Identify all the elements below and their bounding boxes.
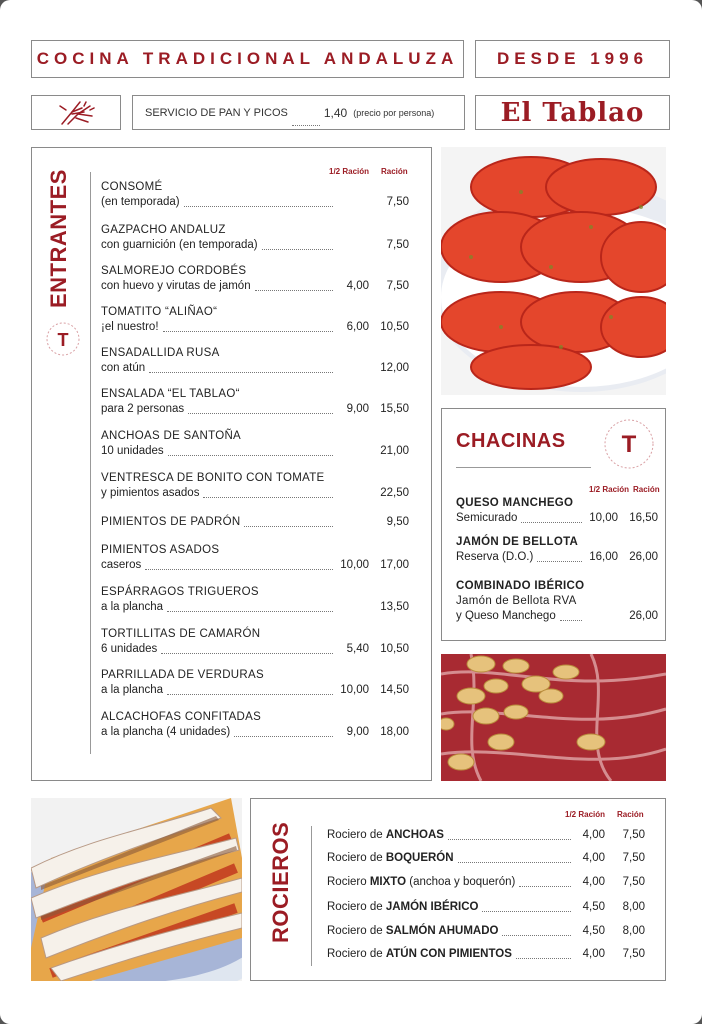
- item-description: (en temporada): [101, 196, 180, 208]
- chacinas-seal: [603, 418, 655, 470]
- menu-item: [456, 579, 658, 624]
- item-price-half: 4,00: [582, 829, 605, 841]
- item-price-full: 17,00: [380, 559, 409, 571]
- brand-name: El Tablao: [500, 97, 645, 128]
- menu-item: [101, 471, 409, 501]
- item-price-full: 21,00: [380, 445, 409, 457]
- item-price-full: 10,50: [380, 643, 409, 655]
- menu-item: [101, 543, 409, 573]
- item-price-row: [101, 361, 409, 376]
- item-price-full: 26,00: [629, 551, 658, 563]
- item-name: PIMIENTOS DE PADRÓN: [101, 516, 241, 528]
- rociero-prefix: Rociero de: [327, 852, 386, 864]
- item-price-row: [101, 444, 409, 459]
- item-price-full: 13,50: [380, 601, 409, 613]
- rociero-main: MIXTO: [369, 876, 407, 888]
- item-price-full: 8,00: [622, 901, 645, 913]
- item-price-full: 7,50: [622, 852, 645, 864]
- item-price-full: 12,00: [380, 362, 409, 374]
- leader-dots: [502, 935, 571, 936]
- rociero-prefix: Rociero: [327, 876, 370, 888]
- item-price-half: 9,00: [346, 403, 369, 415]
- menu-item: [101, 627, 409, 657]
- item-name: VENTRESCA DE BONITO CON TOMATE: [101, 472, 325, 484]
- rociero-item: [327, 875, 645, 890]
- rociero-main: JAMÓN IBÉRICO: [385, 901, 479, 913]
- rociero-main: ANCHOAS: [385, 829, 444, 841]
- leader-dots: [255, 290, 333, 291]
- item-description: con atún: [101, 362, 146, 374]
- menu-item: [101, 223, 409, 253]
- item-name: QUESO MANCHEGO: [456, 497, 574, 509]
- header-title: COCINA TRADICIONAL ANDALUZA: [31, 40, 464, 78]
- item-price-full: 15,50: [380, 403, 409, 415]
- item-name: JAMÓN DE BELLOTA: [456, 536, 579, 548]
- chacinas-seal-letter: T: [621, 431, 637, 458]
- item-price-row: [101, 558, 409, 573]
- leader-dots: [537, 561, 582, 562]
- item-price-row: [101, 402, 409, 417]
- tomato-photo: [441, 147, 666, 395]
- menu-item: [101, 585, 409, 615]
- menu-item: [101, 429, 409, 459]
- item-price-row: [101, 195, 409, 210]
- leader-dots: [168, 455, 333, 456]
- menu-item: [101, 264, 409, 294]
- item-price-full: 10,50: [380, 321, 409, 333]
- item-price-full: 18,00: [380, 726, 409, 738]
- leader-dots: [167, 694, 333, 695]
- brand-box: [475, 95, 670, 130]
- rociero-prefix: Rociero de: [327, 948, 386, 960]
- item-price-half: 10,00: [340, 559, 369, 571]
- item-price-half: 4,00: [582, 948, 605, 960]
- item-price-row: [456, 550, 658, 565]
- entrantes-col-full: Ración: [381, 167, 408, 176]
- item-price-half: 16,00: [589, 551, 618, 563]
- rocieros-divider: [311, 826, 312, 966]
- item-name: ANCHOAS DE SANTOÑA: [101, 430, 242, 442]
- item-name: TOMATITO “ALIÑAO“: [101, 306, 218, 318]
- menu-item: [456, 496, 658, 526]
- item-price-half: 4,00: [582, 852, 605, 864]
- rociero-prefix: Rociero de: [327, 829, 386, 841]
- rociero-name: [327, 828, 444, 843]
- leader-dots: [244, 526, 333, 527]
- item-description-2: y Queso Manchego: [456, 610, 556, 622]
- leader-dots: [519, 886, 571, 887]
- item-price-row: [101, 642, 409, 657]
- item-name: ALCACHOFAS CONFITADAS: [101, 711, 262, 723]
- rociero-item: [327, 947, 645, 962]
- item-description: y pimientos asados: [101, 487, 200, 499]
- chacinas-underline: [456, 467, 591, 468]
- menu-item: [101, 515, 409, 530]
- menu-item: [456, 535, 658, 565]
- item-name: COMBINADO IBÉRICO: [456, 580, 585, 592]
- leader-dots: [262, 249, 333, 250]
- leader-dots: [145, 569, 333, 570]
- item-price-row: [101, 725, 409, 740]
- item-price-full: 7,50: [622, 948, 645, 960]
- service-price: 1,40: [323, 105, 348, 120]
- leader-dots: [184, 206, 333, 207]
- item-price-full: 7,50: [622, 876, 645, 888]
- item-description: 10 unidades: [101, 445, 164, 457]
- rociero-prefix: Rociero de: [327, 925, 386, 937]
- leader-dots: [560, 620, 582, 621]
- rociero-main: BOQUERÓN: [385, 852, 454, 864]
- item-name: PIMIENTOS ASADOS: [101, 544, 220, 556]
- item-price-half: 10,00: [589, 512, 618, 524]
- ham-almonds-photo: [441, 654, 666, 781]
- menu-item: [101, 387, 409, 417]
- menu-item: [101, 180, 409, 210]
- menu-item: [101, 710, 409, 740]
- item-price-full: 7,50: [386, 280, 409, 292]
- item-price-full: 7,50: [622, 829, 645, 841]
- rocieros-col-full: Ración: [617, 810, 644, 819]
- item-price-half: 6,00: [346, 321, 369, 333]
- item-price-half: 4,00: [346, 280, 369, 292]
- item-description: para 2 personas: [101, 403, 185, 415]
- rociero-item: [327, 828, 645, 843]
- item-name: SALMOREJO CORDOBÉS: [101, 265, 247, 277]
- item-name: CONSOMÉ: [101, 181, 163, 193]
- item-description: Semicurado: [456, 512, 518, 524]
- leader-dots: [203, 497, 333, 498]
- item-description: caseros: [101, 559, 142, 571]
- leader-dots: [188, 413, 333, 414]
- bread-service: [132, 95, 465, 130]
- item-price-full: 14,50: [380, 684, 409, 696]
- menu-item: [101, 668, 409, 698]
- item-price-half: 9,00: [346, 726, 369, 738]
- leader-dots: [149, 372, 333, 373]
- item-price-full: 9,50: [386, 516, 409, 528]
- logo-hands-box: [31, 95, 121, 130]
- item-price-row: [101, 320, 409, 335]
- leader-dots: [161, 653, 333, 654]
- anchovy-toast-photo: [31, 798, 242, 981]
- item-price-full: 7,50: [386, 239, 409, 251]
- menu-item: [101, 346, 409, 376]
- leader-dots: [167, 611, 333, 612]
- item-price-row: [101, 683, 409, 698]
- leader-dots: [163, 331, 333, 332]
- item-name: ENSALADA “EL TABLAO“: [101, 388, 240, 400]
- item-price-half: 10,00: [340, 684, 369, 696]
- leader-dots: [448, 839, 571, 840]
- item-price-row: [456, 511, 658, 526]
- entrantes-col-half: 1/2 Ración: [329, 167, 370, 176]
- chacinas-col-full: Ración: [633, 485, 660, 494]
- item-description: con huevo y virutas de jamón: [101, 280, 251, 292]
- item-description: a la plancha: [101, 684, 164, 696]
- service-note: (precio por persona): [353, 107, 435, 118]
- rociero-name: [327, 924, 498, 939]
- item-description: ¡el nuestro!: [101, 321, 159, 333]
- item-description: 6 unidades: [101, 643, 158, 655]
- item-price-half: 5,40: [346, 643, 369, 655]
- item-price-full: 22,50: [380, 487, 409, 499]
- leader-dots: [516, 958, 571, 959]
- item-description: con guarnición (en temporada): [101, 239, 258, 251]
- rociero-item: [327, 851, 645, 866]
- item-price-row: [456, 609, 658, 624]
- hands-clapping-icon: [32, 96, 120, 129]
- rociero-item: [327, 900, 645, 915]
- menu-item: [101, 305, 409, 335]
- rociero-name: [327, 851, 454, 866]
- item-price-full: 26,00: [629, 610, 658, 622]
- rociero-name: [327, 875, 515, 890]
- rociero-prefix: Rociero de: [327, 901, 386, 913]
- leader-dots: [234, 736, 333, 737]
- item-name: PARRILLADA DE VERDURAS: [101, 669, 264, 681]
- item-description: a la plancha: [101, 601, 164, 613]
- chacinas-title: CHACINAS: [456, 430, 566, 452]
- item-price-half: 4,50: [582, 925, 605, 937]
- item-price-half: 4,00: [582, 876, 605, 888]
- rocieros-col-half: 1/2 Ración: [565, 810, 606, 819]
- item-price-full: 16,50: [629, 512, 658, 524]
- rociero-name: [327, 900, 478, 915]
- rociero-main: ATÚN CON PIMIENTOS: [385, 948, 512, 960]
- seal-logo: [46, 322, 80, 356]
- service-label: SERVICIO DE PAN Y PICOS: [145, 106, 288, 119]
- leader-dots: [458, 862, 571, 863]
- item-name: TORTILLITAS DE CAMARÓN: [101, 628, 261, 640]
- rociero-name: [327, 947, 512, 962]
- leader-dots: [482, 911, 571, 912]
- rociero-suffix: (anchoa y boquerón): [406, 876, 516, 888]
- item-name: ENSADALLIDA RUSA: [101, 347, 220, 359]
- item-price-full: 8,00: [622, 925, 645, 937]
- chacinas-col-half: 1/2 Ración: [589, 485, 630, 494]
- item-price-half: 4,50: [582, 901, 605, 913]
- rociero-item: [327, 924, 645, 939]
- item-description: Jamón de Bellota RVA: [456, 595, 577, 607]
- item-name: GAZPACHO ANDALUZ: [101, 224, 226, 236]
- item-description: a la plancha (4 unidades): [101, 726, 231, 738]
- item-price-row: [101, 486, 409, 501]
- item-price-row: [101, 238, 409, 253]
- rociero-main: SALMÓN AHUMADO: [385, 925, 499, 937]
- item-description: Reserva (D.O.): [456, 551, 534, 563]
- item-price-row: [101, 515, 409, 530]
- item-price-row: [101, 600, 409, 615]
- entrantes-title: ENTRANTES: [46, 169, 71, 308]
- rocieros-title: ROCIEROS: [268, 821, 293, 943]
- header-since: DESDE 1996: [475, 40, 670, 78]
- leader-dots: [521, 522, 582, 523]
- item-price-row: [101, 279, 409, 294]
- entrantes-divider: [90, 172, 91, 754]
- item-name: ESPÁRRAGOS TRIGUEROS: [101, 586, 259, 598]
- item-price-full: 7,50: [386, 196, 409, 208]
- seal-letter: T: [57, 330, 69, 350]
